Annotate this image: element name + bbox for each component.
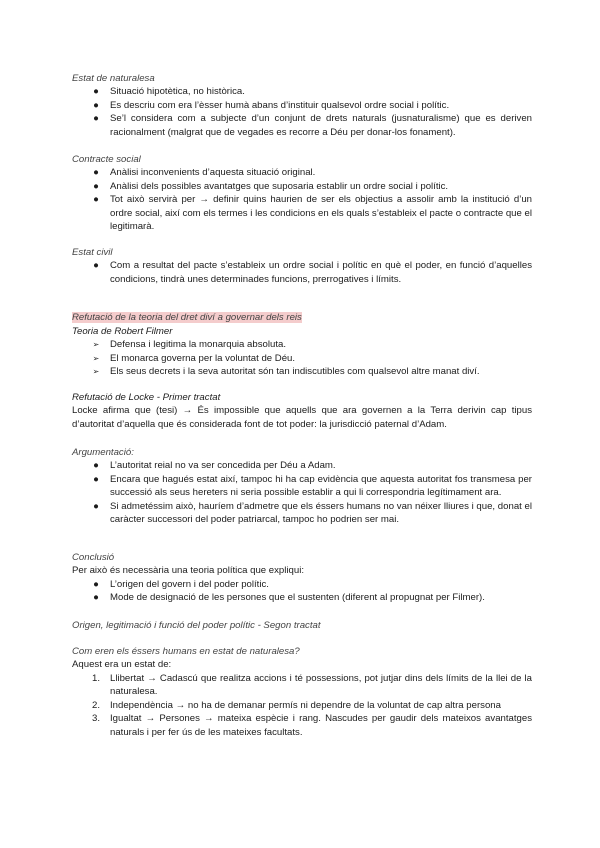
arrow-bullet-icon: ➢ (92, 340, 100, 349)
list-contracte-social (72, 166, 532, 234)
bullet-icon: ● (93, 113, 99, 124)
section-estat-naturalesa (72, 72, 532, 139)
list-estat-civil (72, 259, 532, 286)
list-item: 1. Llibertat → Cadascú que realitza accions i té possessions, pot jutjar dins dels límits de la llei de la naturalesa. (72, 672, 532, 699)
bullet-icon: ● (93, 260, 99, 271)
highlighted-heading-refutacio: Refutació de la teoria del dret diví a governar dels reis (72, 312, 302, 323)
list-argumentacio (72, 459, 532, 527)
numbered-list-com-eren (72, 672, 532, 740)
section-locke (72, 391, 532, 431)
list-item: ➢ Els seus decrets i la seva autoritat són tan indiscutibles com qualsevol altre manat diví. (72, 365, 532, 379)
list-item: ● Encara que hagués estat així, tampoc hi ha cap evidència que aquesta autoritat fos transmesa per successió als seus hereters ni seria possible establir a qui li correspondria legítimament ara. (72, 473, 532, 500)
arrow-bullet-icon: ➢ (92, 353, 100, 363)
list-filmer (72, 338, 532, 379)
bullet-icon: ● (93, 99, 99, 111)
heading-com-eren: Com eren els éssers humans en estat de naturalesa? (72, 646, 300, 657)
paragraph-com-eren: Aquest era un estat de: (72, 659, 172, 670)
heading-contracte-social: Contracte social (72, 154, 141, 165)
list-item: ● Se’l considera com a subjecte d’un conjunt de drets naturals (jusnaturalisme) que es deriven racionalment (malgrat que de vegades es recorre a Déu per donar-los fonament). (72, 112, 532, 139)
list-item: ● Situació hipotètica, no històrica. (72, 85, 532, 99)
bullet-icon: ● (93, 86, 99, 97)
list-item: ● L’origen del govern i del poder polític. (72, 578, 532, 592)
bullet-icon: ● (93, 592, 99, 603)
heading-estat-civil: Estat civil (72, 247, 113, 258)
section-filmer (72, 325, 532, 379)
list-item: ● Anàlisi inconvenients d’aquesta situació original. (72, 166, 532, 180)
list-item: 3. Igualtat → Persones → mateixa espècie i rang. Nascudes per gaudir dels mateixos avantatges naturals i per fer ús de les mateixes facultats. (72, 712, 532, 739)
list-item: ● L’autoritat reial no va ser concedida per Déu a Adam. (72, 459, 532, 473)
section-argumentacio (72, 446, 532, 527)
heading-locke: Refutació de Locke - Primer tractat (72, 392, 221, 403)
bullet-icon: ● (93, 194, 99, 205)
section-estat-civil (72, 246, 532, 286)
list-item: ● Tot això servirà per → definir quins haurien de ser els objectius a assolir amb la institució d’un ordre social, així com els termes i les condicions en els quals s’estableix el pacte o contracte que el legitimarà. (72, 193, 532, 234)
list-number: 2. (91, 699, 100, 711)
bullet-icon: ● (93, 500, 99, 512)
paragraph-conclusio: Per això és necessària una teoria política que expliqui: (72, 565, 304, 576)
list-item: ➢ Defensa i legitima la monarquia absoluta. (72, 338, 532, 352)
heading-argumentacio: Argumentació: (72, 447, 134, 458)
list-conclusio (72, 578, 532, 605)
list-item: ● Si admetéssim això, hauríem d’admetre que els éssers humans no van néixer lliures i que, donat el caràcter successori del poder patriarcal, tampoc ho podrien ser mai. (72, 500, 532, 527)
arrow-bullet-icon: ➢ (92, 367, 100, 376)
bullet-icon: ● (93, 578, 99, 590)
list-item: ● Anàlisi dels possibles avantatges que suposaria establir un ordre social i polític. (72, 180, 532, 194)
heading-conclusio: Conclusió (72, 552, 115, 563)
bullet-icon: ● (93, 473, 99, 485)
list-item: 2. Independència → no ha de demanar permís ni dependre de la voluntat de cap altra persona (72, 699, 532, 713)
section-contracte-social (72, 153, 532, 234)
list-item: ● Com a resultat del pacte s’estableix un ordre social i polític en què el poder, en funció d’aquelles condicions, tindrà unes determinades funcions, prerrogatives i límits. (72, 259, 532, 286)
section-segon-tractat (72, 619, 532, 632)
paragraph-locke-tesi: Locke afirma que (tesi) → És impossible que aquells que ara governen a la Terra derivin cap tipus d’autoritat d’aquella que és considerada font de tot poder: la jurisdicció paternal d’Adam. (72, 405, 532, 430)
heading-segon-tractat: Origen, legitimació i funció del poder polític - Segon tractat (72, 620, 321, 631)
list-estat-naturalesa (72, 85, 532, 139)
list-item: ● Mode de designació de les persones que el sustenten (diferent al propugnat per Filmer). (72, 591, 532, 605)
bullet-icon: ● (93, 167, 99, 178)
list-item: ➢ El monarca governa per la voluntat de Déu. (72, 352, 532, 366)
section-com-eren (72, 645, 532, 739)
bullet-icon: ● (93, 180, 99, 192)
bullet-icon: ● (93, 460, 99, 471)
list-number: 1. (91, 672, 100, 684)
heading-estat-naturalesa: Estat de naturalesa (72, 73, 155, 84)
list-number: 3. (91, 713, 100, 724)
section-refutacio (72, 311, 532, 324)
list-item: ● Es descriu com era l’èsser humà abans d’instituir qualsevol ordre social i polític. (72, 99, 532, 113)
section-conclusio (72, 551, 532, 605)
heading-filmer: Teoria de Robert Filmer (72, 326, 173, 337)
